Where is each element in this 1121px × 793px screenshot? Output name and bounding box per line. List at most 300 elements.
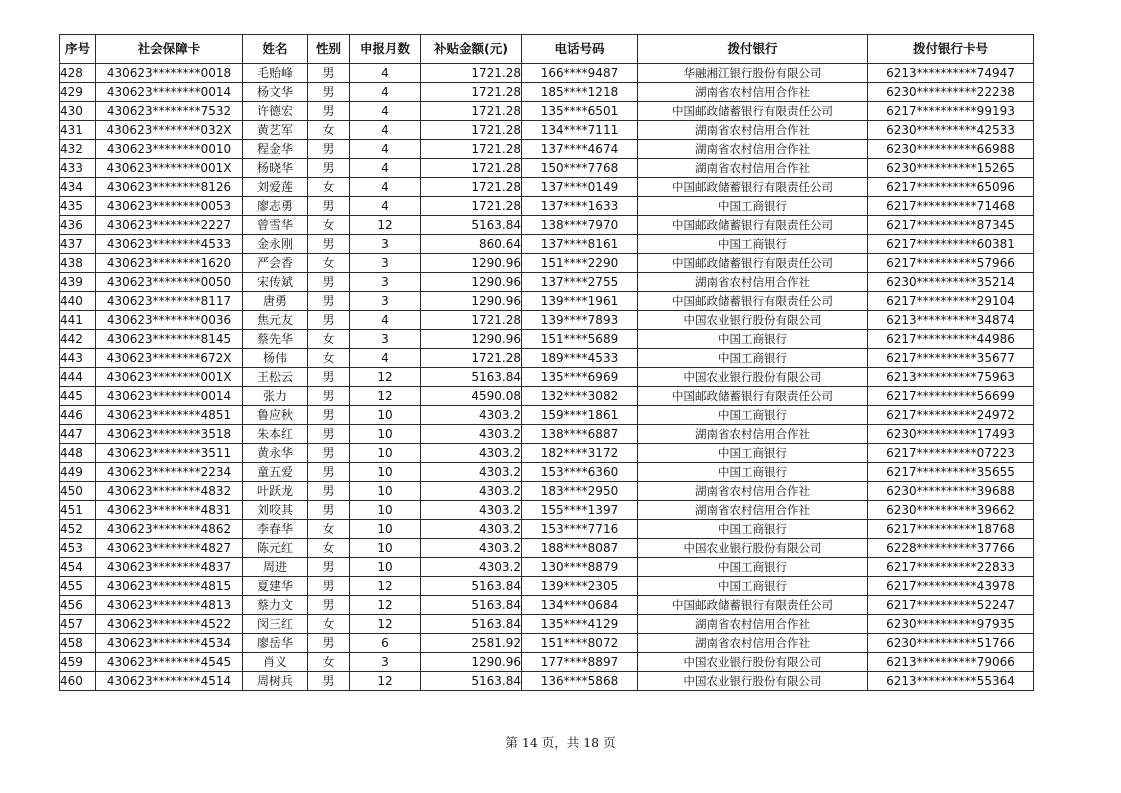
cell-no: 433 — [60, 159, 96, 178]
cell-name: 廖岳华 — [243, 634, 308, 653]
cell-phone: 153****7716 — [522, 520, 638, 539]
table-row — [60, 254, 1034, 273]
cell-amount: 1721.28 — [421, 349, 522, 368]
cell-amount: 1721.28 — [421, 159, 522, 178]
cell-no: 456 — [60, 596, 96, 615]
cell-bank: 中国工商银行 — [638, 197, 868, 216]
cell-bank-card: 6217**********99193 — [868, 102, 1034, 121]
cell-sex: 男 — [308, 577, 350, 596]
cell-phone: 132****3082 — [522, 387, 638, 406]
cell-phone: 185****1218 — [522, 83, 638, 102]
cell-name: 李春华 — [243, 520, 308, 539]
cell-sex: 男 — [308, 197, 350, 216]
cell-no: 454 — [60, 558, 96, 577]
cell-months: 12 — [350, 368, 421, 387]
cell-social-security-card: 430623********4813 — [96, 596, 243, 615]
cell-sex: 男 — [308, 83, 350, 102]
cell-social-security-card: 430623********672X — [96, 349, 243, 368]
cell-bank-card: 6213**********34874 — [868, 311, 1034, 330]
cell-bank: 湖南省农村信用合作社 — [638, 121, 868, 140]
cell-phone: 139****2305 — [522, 577, 638, 596]
cell-no: 438 — [60, 254, 96, 273]
cell-social-security-card: 430623********0018 — [96, 64, 243, 83]
cell-name: 廖志勇 — [243, 197, 308, 216]
cell-amount: 5163.84 — [421, 672, 522, 691]
cell-bank: 华融湘江银行股份有限公司 — [638, 64, 868, 83]
cell-no: 451 — [60, 501, 96, 520]
cell-sex: 男 — [308, 235, 350, 254]
cell-sex: 男 — [308, 558, 350, 577]
cell-social-security-card: 430623********4851 — [96, 406, 243, 425]
cell-bank-card: 6230**********15265 — [868, 159, 1034, 178]
cell-name: 唐勇 — [243, 292, 308, 311]
col-header-bank: 拨付银行 — [638, 35, 868, 64]
cell-bank-card: 6230**********35214 — [868, 273, 1034, 292]
cell-sex: 男 — [308, 444, 350, 463]
cell-bank-card: 6217**********87345 — [868, 216, 1034, 235]
cell-phone: 151****5689 — [522, 330, 638, 349]
cell-bank: 湖南省农村信用合作社 — [638, 634, 868, 653]
cell-bank: 中国农业银行股份有限公司 — [638, 311, 868, 330]
cell-months: 12 — [350, 672, 421, 691]
cell-social-security-card: 430623********2227 — [96, 216, 243, 235]
cell-bank-card: 6230**********51766 — [868, 634, 1034, 653]
cell-bank-card: 6217**********52247 — [868, 596, 1034, 615]
cell-bank-card: 6217**********43978 — [868, 577, 1034, 596]
cell-months: 3 — [350, 254, 421, 273]
cell-sex: 女 — [308, 520, 350, 539]
table-row — [60, 577, 1034, 596]
cell-bank: 湖南省农村信用合作社 — [638, 140, 868, 159]
cell-months: 4 — [350, 159, 421, 178]
cell-bank-card: 6217**********18768 — [868, 520, 1034, 539]
table-row — [60, 539, 1034, 558]
cell-months: 10 — [350, 463, 421, 482]
cell-phone: 189****4533 — [522, 349, 638, 368]
cell-name: 肖义 — [243, 653, 308, 672]
cell-no: 432 — [60, 140, 96, 159]
cell-no: 440 — [60, 292, 96, 311]
table-row — [60, 653, 1034, 672]
cell-bank-card: 6230**********17493 — [868, 425, 1034, 444]
cell-bank: 湖南省农村信用合作社 — [638, 482, 868, 501]
cell-no: 447 — [60, 425, 96, 444]
table-row — [60, 140, 1034, 159]
cell-sex: 女 — [308, 615, 350, 634]
cell-months: 4 — [350, 140, 421, 159]
cell-bank-card: 6217**********44986 — [868, 330, 1034, 349]
cell-bank-card: 6213**********75963 — [868, 368, 1034, 387]
table-row — [60, 273, 1034, 292]
cell-bank: 中国邮政储蓄银行有限责任公司 — [638, 102, 868, 121]
page-number: 第 14 页，共 18 页 — [505, 735, 616, 750]
cell-phone: 135****4129 — [522, 615, 638, 634]
cell-bank-card: 6217**********35655 — [868, 463, 1034, 482]
cell-bank-card: 6217**********65096 — [868, 178, 1034, 197]
cell-phone: 183****2950 — [522, 482, 638, 501]
cell-sex: 男 — [308, 273, 350, 292]
cell-months: 4 — [350, 311, 421, 330]
cell-social-security-card: 430623********032X — [96, 121, 243, 140]
cell-name: 严会香 — [243, 254, 308, 273]
cell-bank-card: 6217**********56699 — [868, 387, 1034, 406]
cell-name: 周树兵 — [243, 672, 308, 691]
col-header-phone: 电话号码 — [522, 35, 638, 64]
cell-bank-card: 6230**********22238 — [868, 83, 1034, 102]
table-row — [60, 178, 1034, 197]
cell-name: 鲁应秋 — [243, 406, 308, 425]
cell-social-security-card: 430623********1620 — [96, 254, 243, 273]
cell-phone: 150****7768 — [522, 159, 638, 178]
cell-no: 457 — [60, 615, 96, 634]
cell-months: 4 — [350, 197, 421, 216]
cell-sex: 女 — [308, 121, 350, 140]
table-row — [60, 387, 1034, 406]
cell-sex: 男 — [308, 634, 350, 653]
cell-bank-card: 6217**********35677 — [868, 349, 1034, 368]
cell-no: 437 — [60, 235, 96, 254]
cell-months: 10 — [350, 558, 421, 577]
table-row — [60, 368, 1034, 387]
header-row — [60, 35, 1034, 64]
cell-sex: 女 — [308, 653, 350, 672]
table-row — [60, 102, 1034, 121]
cell-amount: 1721.28 — [421, 197, 522, 216]
cell-sex: 女 — [308, 330, 350, 349]
cell-amount: 1721.28 — [421, 64, 522, 83]
cell-no: 453 — [60, 539, 96, 558]
cell-bank-card: 6230**********39688 — [868, 482, 1034, 501]
cell-social-security-card: 430623********4522 — [96, 615, 243, 634]
cell-amount: 1721.28 — [421, 311, 522, 330]
cell-no: 458 — [60, 634, 96, 653]
cell-amount: 1721.28 — [421, 140, 522, 159]
cell-bank: 中国农业银行股份有限公司 — [638, 368, 868, 387]
cell-months: 12 — [350, 596, 421, 615]
cell-no: 430 — [60, 102, 96, 121]
table-row — [60, 596, 1034, 615]
cell-sex: 男 — [308, 596, 350, 615]
cell-phone: 130****8879 — [522, 558, 638, 577]
cell-bank-card: 6217**********71468 — [868, 197, 1034, 216]
cell-phone: 177****8897 — [522, 653, 638, 672]
col-header-bankcard: 拨付银行卡号 — [868, 35, 1034, 64]
cell-social-security-card: 430623********4827 — [96, 539, 243, 558]
cell-phone: 137****2755 — [522, 273, 638, 292]
cell-bank: 湖南省农村信用合作社 — [638, 83, 868, 102]
cell-phone: 166****9487 — [522, 64, 638, 83]
cell-bank: 中国农业银行股份有限公司 — [638, 653, 868, 672]
cell-sex: 男 — [308, 425, 350, 444]
cell-months: 10 — [350, 406, 421, 425]
cell-phone: 182****3172 — [522, 444, 638, 463]
cell-phone: 137****4674 — [522, 140, 638, 159]
cell-no: 429 — [60, 83, 96, 102]
cell-sex: 男 — [308, 463, 350, 482]
cell-amount: 4590.08 — [421, 387, 522, 406]
cell-phone: 188****8087 — [522, 539, 638, 558]
cell-months: 4 — [350, 83, 421, 102]
cell-phone: 155****1397 — [522, 501, 638, 520]
cell-bank: 湖南省农村信用合作社 — [638, 159, 868, 178]
cell-name: 程金华 — [243, 140, 308, 159]
cell-name: 杨文华 — [243, 83, 308, 102]
cell-bank: 湖南省农村信用合作社 — [638, 273, 868, 292]
cell-sex: 男 — [308, 292, 350, 311]
cell-bank-card: 6217**********57966 — [868, 254, 1034, 273]
cell-name: 朱本红 — [243, 425, 308, 444]
cell-name: 叶跃龙 — [243, 482, 308, 501]
col-header-sex: 性别 — [308, 35, 350, 64]
cell-bank-card: 6213**********79066 — [868, 653, 1034, 672]
cell-phone: 137****8161 — [522, 235, 638, 254]
cell-no: 441 — [60, 311, 96, 330]
cell-phone: 137****0149 — [522, 178, 638, 197]
cell-bank: 中国邮政储蓄银行有限责任公司 — [638, 596, 868, 615]
cell-sex: 男 — [308, 64, 350, 83]
cell-name: 宋传斌 — [243, 273, 308, 292]
table-header — [60, 35, 1034, 64]
cell-bank-card: 6217**********60381 — [868, 235, 1034, 254]
cell-amount: 5163.84 — [421, 596, 522, 615]
cell-no: 442 — [60, 330, 96, 349]
cell-social-security-card: 430623********8117 — [96, 292, 243, 311]
table-row — [60, 482, 1034, 501]
cell-phone: 136****5868 — [522, 672, 638, 691]
cell-name: 夏建华 — [243, 577, 308, 596]
cell-no: 450 — [60, 482, 96, 501]
cell-months: 3 — [350, 653, 421, 672]
table-row — [60, 83, 1034, 102]
cell-social-security-card: 430623********0010 — [96, 140, 243, 159]
cell-name: 黄永华 — [243, 444, 308, 463]
cell-amount: 5163.84 — [421, 615, 522, 634]
cell-bank: 中国工商银行 — [638, 330, 868, 349]
cell-sex: 男 — [308, 311, 350, 330]
cell-social-security-card: 430623********2234 — [96, 463, 243, 482]
cell-sex: 女 — [308, 178, 350, 197]
cell-months: 10 — [350, 539, 421, 558]
table-row — [60, 330, 1034, 349]
cell-social-security-card: 430623********4534 — [96, 634, 243, 653]
table-row — [60, 311, 1034, 330]
cell-sex: 男 — [308, 672, 350, 691]
cell-no: 436 — [60, 216, 96, 235]
cell-phone: 153****6360 — [522, 463, 638, 482]
cell-social-security-card: 430623********4832 — [96, 482, 243, 501]
cell-months: 4 — [350, 349, 421, 368]
cell-no: 431 — [60, 121, 96, 140]
cell-social-security-card: 430623********4815 — [96, 577, 243, 596]
cell-months: 10 — [350, 520, 421, 539]
col-header-name: 姓名 — [243, 35, 308, 64]
col-header-amount: 补贴金额(元) — [421, 35, 522, 64]
cell-no: 455 — [60, 577, 96, 596]
cell-bank-card: 6230**********42533 — [868, 121, 1034, 140]
cell-amount: 2581.92 — [421, 634, 522, 653]
cell-months: 3 — [350, 292, 421, 311]
cell-months: 6 — [350, 634, 421, 653]
cell-name: 刘爱莲 — [243, 178, 308, 197]
cell-name: 曾雪华 — [243, 216, 308, 235]
col-header-months: 申报月数 — [350, 35, 421, 64]
cell-sex: 男 — [308, 482, 350, 501]
cell-amount: 4303.2 — [421, 444, 522, 463]
table-row — [60, 349, 1034, 368]
cell-amount: 4303.2 — [421, 463, 522, 482]
cell-social-security-card: 430623********4837 — [96, 558, 243, 577]
col-header-card: 社会保障卡 — [96, 35, 243, 64]
cell-social-security-card: 430623********4831 — [96, 501, 243, 520]
table-row — [60, 558, 1034, 577]
cell-bank: 湖南省农村信用合作社 — [638, 425, 868, 444]
subsidy-roster-table — [59, 34, 1034, 691]
cell-sex: 男 — [308, 159, 350, 178]
cell-sex: 男 — [308, 102, 350, 121]
cell-social-security-card: 430623********0014 — [96, 387, 243, 406]
cell-phone: 139****7893 — [522, 311, 638, 330]
cell-no: 460 — [60, 672, 96, 691]
cell-months: 12 — [350, 615, 421, 634]
cell-amount: 4303.2 — [421, 520, 522, 539]
cell-social-security-card: 430623********0053 — [96, 197, 243, 216]
table-row — [60, 463, 1034, 482]
cell-months: 4 — [350, 121, 421, 140]
cell-bank: 中国工商银行 — [638, 520, 868, 539]
cell-social-security-card: 430623********8145 — [96, 330, 243, 349]
cell-months: 10 — [350, 444, 421, 463]
cell-amount: 4303.2 — [421, 539, 522, 558]
cell-social-security-card: 430623********0050 — [96, 273, 243, 292]
table-row — [60, 444, 1034, 463]
cell-sex: 男 — [308, 140, 350, 159]
cell-name: 黄艺军 — [243, 121, 308, 140]
cell-months: 12 — [350, 387, 421, 406]
cell-no: 445 — [60, 387, 96, 406]
cell-phone: 134****7111 — [522, 121, 638, 140]
cell-sex: 女 — [308, 349, 350, 368]
cell-name: 蔡力文 — [243, 596, 308, 615]
cell-sex: 男 — [308, 501, 350, 520]
cell-name: 杨晓华 — [243, 159, 308, 178]
cell-bank-card: 6228**********37766 — [868, 539, 1034, 558]
cell-bank: 中国工商银行 — [638, 406, 868, 425]
cell-amount: 4303.2 — [421, 501, 522, 520]
cell-sex: 男 — [308, 406, 350, 425]
cell-bank: 中国邮政储蓄银行有限责任公司 — [638, 387, 868, 406]
cell-months: 3 — [350, 330, 421, 349]
cell-sex: 男 — [308, 368, 350, 387]
cell-social-security-card: 430623********4514 — [96, 672, 243, 691]
cell-name: 毛贻峰 — [243, 64, 308, 83]
cell-bank-card: 6213**********55364 — [868, 672, 1034, 691]
cell-bank: 中国邮政储蓄银行有限责任公司 — [638, 216, 868, 235]
cell-months: 10 — [350, 501, 421, 520]
cell-bank-card: 6217**********29104 — [868, 292, 1034, 311]
cell-no: 452 — [60, 520, 96, 539]
cell-amount: 5163.84 — [421, 216, 522, 235]
cell-bank: 中国工商银行 — [638, 235, 868, 254]
cell-phone: 151****8072 — [522, 634, 638, 653]
cell-amount: 1721.28 — [421, 83, 522, 102]
cell-bank-card: 6230**********39662 — [868, 501, 1034, 520]
cell-months: 12 — [350, 216, 421, 235]
cell-bank: 中国工商银行 — [638, 577, 868, 596]
cell-phone: 151****2290 — [522, 254, 638, 273]
cell-no: 435 — [60, 197, 96, 216]
cell-phone: 135****6969 — [522, 368, 638, 387]
cell-bank: 中国工商银行 — [638, 558, 868, 577]
table-row — [60, 216, 1034, 235]
cell-social-security-card: 430623********7532 — [96, 102, 243, 121]
cell-bank: 中国农业银行股份有限公司 — [638, 672, 868, 691]
table-body — [60, 64, 1034, 691]
table-row — [60, 64, 1034, 83]
cell-phone: 138****7970 — [522, 216, 638, 235]
cell-bank-card: 6230**********66988 — [868, 140, 1034, 159]
cell-name: 闵三红 — [243, 615, 308, 634]
cell-months: 4 — [350, 102, 421, 121]
cell-social-security-card: 430623********8126 — [96, 178, 243, 197]
cell-name: 焦元友 — [243, 311, 308, 330]
cell-phone: 134****0684 — [522, 596, 638, 615]
table-row — [60, 672, 1034, 691]
cell-months: 10 — [350, 482, 421, 501]
cell-no: 446 — [60, 406, 96, 425]
cell-months: 3 — [350, 273, 421, 292]
cell-social-security-card: 430623********4862 — [96, 520, 243, 539]
cell-no: 434 — [60, 178, 96, 197]
table-row — [60, 159, 1034, 178]
cell-social-security-card: 430623********3518 — [96, 425, 243, 444]
cell-social-security-card: 430623********0036 — [96, 311, 243, 330]
cell-bank-card: 6230**********97935 — [868, 615, 1034, 634]
cell-amount: 1290.96 — [421, 254, 522, 273]
table-row — [60, 406, 1034, 425]
cell-social-security-card: 430623********4533 — [96, 235, 243, 254]
cell-bank: 中国邮政储蓄银行有限责任公司 — [638, 178, 868, 197]
cell-bank: 湖南省农村信用合作社 — [638, 501, 868, 520]
cell-name: 金永刚 — [243, 235, 308, 254]
cell-bank: 中国农业银行股份有限公司 — [638, 539, 868, 558]
cell-phone: 137****1633 — [522, 197, 638, 216]
cell-bank: 中国工商银行 — [638, 349, 868, 368]
cell-amount: 5163.84 — [421, 368, 522, 387]
cell-name: 张力 — [243, 387, 308, 406]
cell-phone: 159****1861 — [522, 406, 638, 425]
table-row — [60, 197, 1034, 216]
cell-social-security-card: 430623********4545 — [96, 653, 243, 672]
cell-name: 童五爱 — [243, 463, 308, 482]
cell-sex: 女 — [308, 216, 350, 235]
table-row — [60, 121, 1034, 140]
cell-social-security-card: 430623********001X — [96, 159, 243, 178]
table-row — [60, 520, 1034, 539]
cell-bank: 中国工商银行 — [638, 463, 868, 482]
cell-no: 443 — [60, 349, 96, 368]
cell-social-security-card: 430623********001X — [96, 368, 243, 387]
cell-months: 3 — [350, 235, 421, 254]
cell-bank-card: 6213**********74947 — [868, 64, 1034, 83]
cell-amount: 4303.2 — [421, 406, 522, 425]
cell-months: 4 — [350, 64, 421, 83]
cell-months: 12 — [350, 577, 421, 596]
cell-name: 陈元红 — [243, 539, 308, 558]
cell-amount: 1290.96 — [421, 292, 522, 311]
cell-amount: 1290.96 — [421, 273, 522, 292]
table-row — [60, 501, 1034, 520]
cell-months: 10 — [350, 425, 421, 444]
